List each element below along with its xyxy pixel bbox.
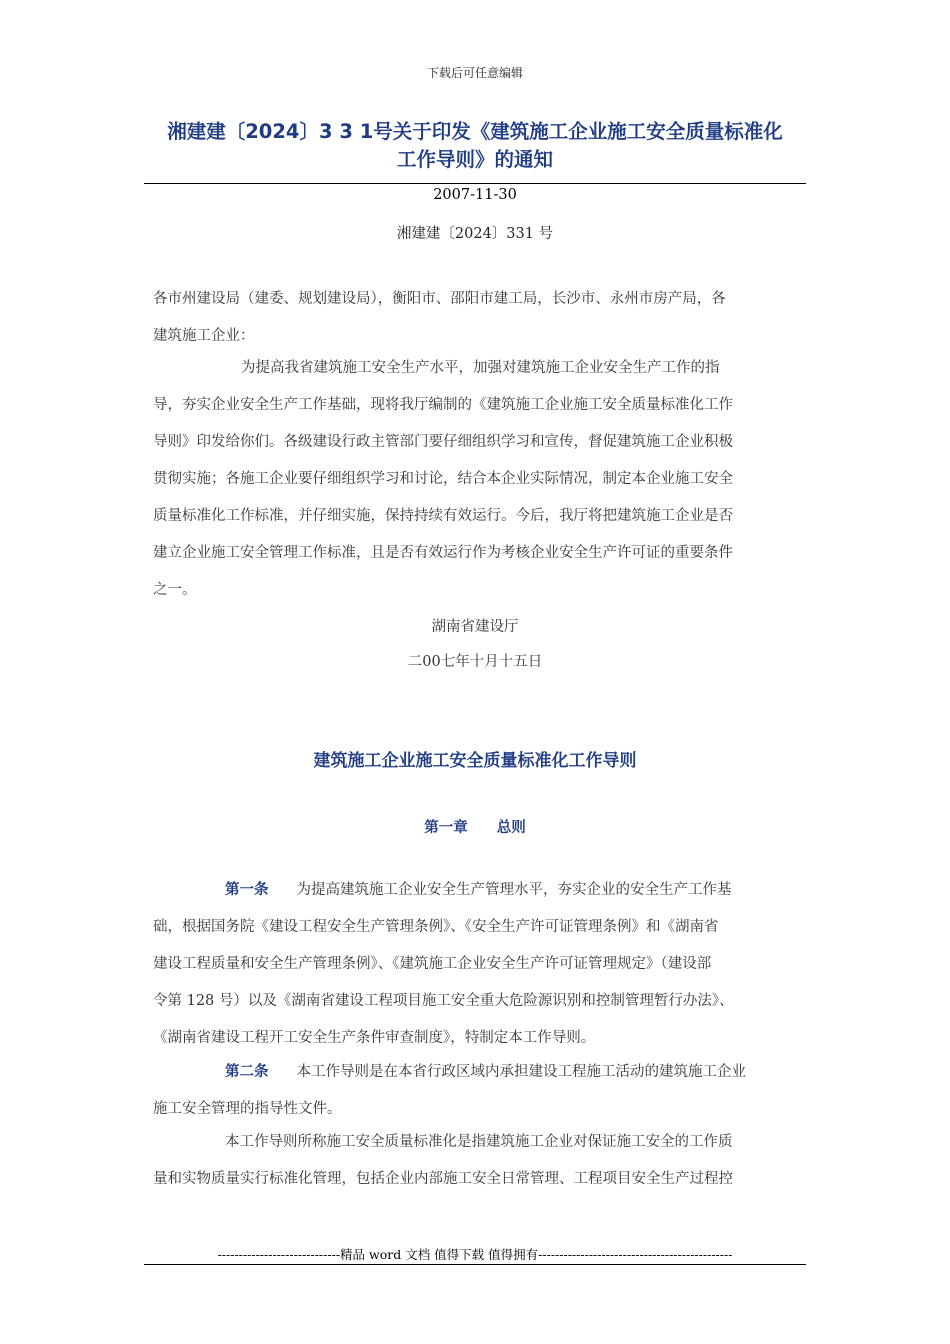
notice-body-line: 贯彻实施；各施工企业要仔细组织学习和讨论，结合本企业实际情况，制定本企业施工安全 <box>153 471 733 487</box>
notice-body-line: 为提高我省建筑施工安全生产水平，加强对建筑施工企业安全生产工作的指 <box>241 360 720 376</box>
notice-body <box>153 350 793 609</box>
article-2-para2-line: 本工作导则所称施工安全质量标准化是指建筑施工企业对保证施工安全的工作质 <box>225 1134 733 1150</box>
notice-body-line: 导则》印发给你们。各级建设行政主管部门要仔细组织学习和宣传，督促建筑施工企业积极 <box>153 434 733 450</box>
article-1-text: 为提高建筑施工企业安全生产管理水平，夯实企业的安全生产工作基 <box>296 882 732 898</box>
publish-date: 2007-11-30 <box>433 187 517 203</box>
article-1-label: 第一条 <box>225 882 269 898</box>
addressee-line: 各市州建设局（建委、规划建设局），衡阳市、邵阳市建工局，长沙市、永州市房产局，各 <box>153 291 726 307</box>
title-divider <box>144 183 806 184</box>
addressee <box>153 281 793 355</box>
article-1-line: 《湖南省建设工程开工安全生产条件审查制度》，特制定本工作导则。 <box>153 1030 596 1046</box>
document-number: 湘建建〔2024〕331 号 <box>396 226 554 242</box>
document-title <box>130 118 820 174</box>
document-title-line-2: 工作导则》的通知 <box>396 148 553 171</box>
document-title-line-1: 湘建建〔2024〕3 3 1号关于印发《建筑施工企业施工安全质量标准化 <box>167 120 783 143</box>
footer-divider <box>144 1264 806 1265</box>
article-2-paragraph-2 <box>153 1124 793 1198</box>
signature-date: 二00七年十月十五日 <box>407 654 543 670</box>
article-2 <box>153 1054 793 1128</box>
article-1-line: 础，根据国务院《建设工程安全生产管理条例》、《安全生产许可证管理条例》和《湖南省 <box>153 919 719 935</box>
article-1-line: 建设工程质量和安全生产管理条例》、《建筑施工企业安全生产许可证管理规定》（建设部 <box>153 956 712 972</box>
article-1-first-line <box>153 872 793 909</box>
guide-title: 建筑施工企业施工安全质量标准化工作导则 <box>313 751 637 771</box>
article-2-line: 施工安全管理的指导性文件。 <box>153 1101 342 1117</box>
header-note: 下载后可任意编辑 <box>426 66 523 80</box>
notice-body-line: 导，夯实企业安全生产工作基础，现将我厅编制的《建筑施工企业施工安全质量标准化工作 <box>153 397 733 413</box>
notice-body-line: 质量标准化工作标准，并仔细实施，保持持续有效运行。今后，我厅将把建筑施工企业是否 <box>153 508 733 524</box>
article-1-line: 令第 128 号）以及《湖南省建设工程项目施工安全重大危险源识别和控制管理暂行办法》、 <box>153 993 734 1009</box>
article-2-first-line <box>153 1054 793 1091</box>
footer-banner: -----------------------------精品 word 文档 值得下载 值得拥有---------------------------------------------- <box>217 1247 733 1262</box>
chapter-title: 第一章 总则 <box>424 820 526 836</box>
article-1 <box>153 872 793 1057</box>
article-2-label: 第二条 <box>225 1064 269 1080</box>
notice-body-line: 建立企业施工安全管理工作标准，且是否有效运行作为考核企业安全生产许可证的重要条件 <box>153 545 733 561</box>
article-2-para2-line: 量和实物质量实行标准化管理，包括企业内部施工安全日常管理、工程项目安全生产过程控 <box>153 1171 733 1187</box>
issuer-signature: 湖南省建设厅 <box>431 619 519 635</box>
notice-body-line: 之一。 <box>153 582 197 598</box>
addressee-line: 建筑施工企业： <box>153 328 255 344</box>
article-2-text: 本工作导则是在本省行政区域内承担建设工程施工活动的建筑施工企业 <box>296 1064 746 1080</box>
